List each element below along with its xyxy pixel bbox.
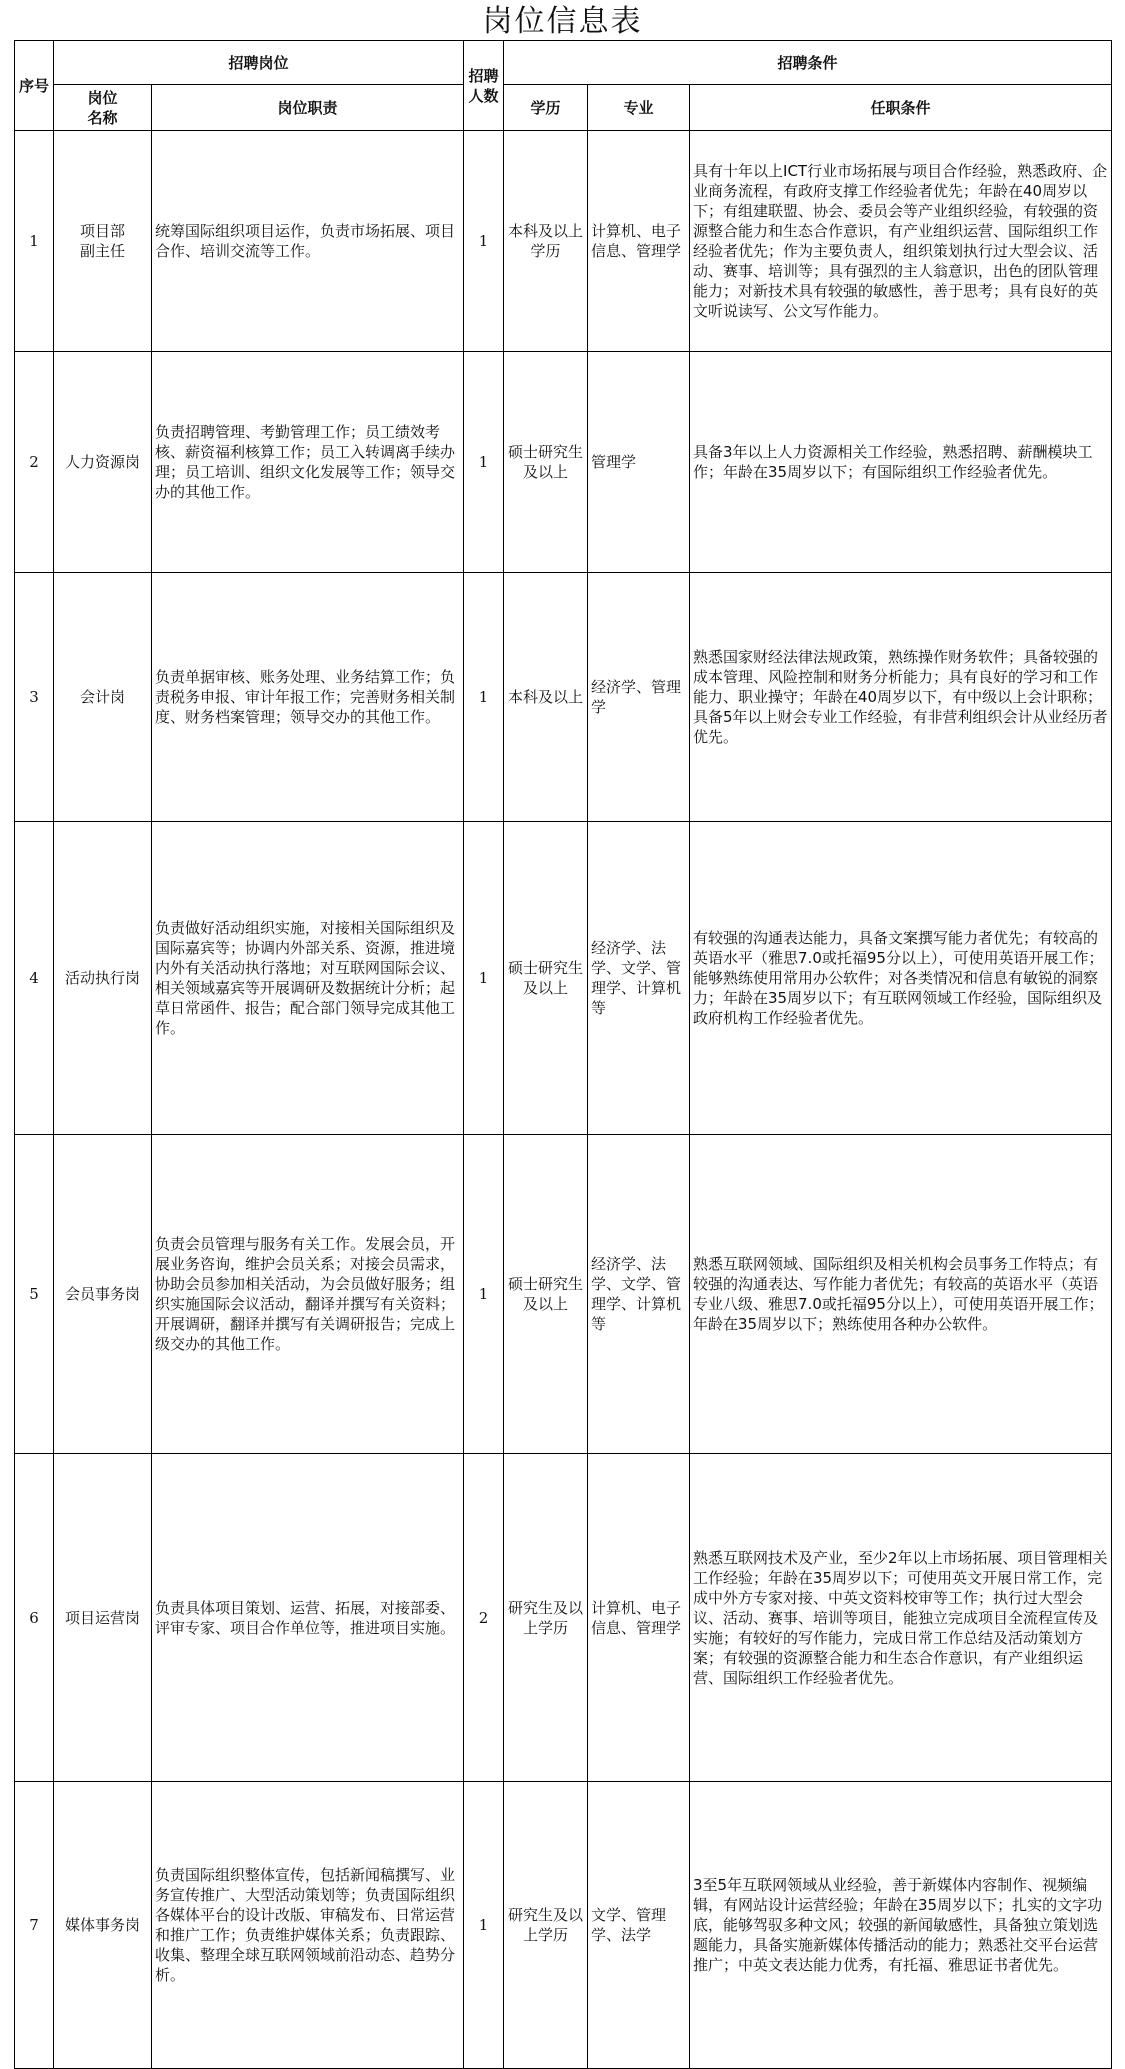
header-position-group: 招聘岗位 (54, 41, 464, 85)
table-row (15, 131, 1112, 352)
row-count: 2 (464, 1454, 504, 1782)
header-seq: 序号 (15, 41, 54, 131)
row-position-name: 媒体事务岗 (54, 1782, 152, 2069)
row-position-name: 活动执行岗 (54, 822, 152, 1135)
row-duty: 负责国际组织整体宣传，包括新闻稿撰写、业务宣传推广、大型活动策划等；负责国际组织各媒体平台的设计改版、审稿发布、日常运营和推广工作；负责维护媒体关系；负责跟踪、收集、整理全球互联网领域前沿动态、趋势分析。 (152, 1782, 464, 2069)
row-seq: 2 (15, 352, 54, 573)
row-count: 1 (464, 131, 504, 352)
row-requirements: 3至5年互联网领域从业经验，善于新媒体内容制作、视频编辑，有网站设计运营经验；年龄在35周岁以下；扎实的文字功底，能够驾驭多种文风；较强的新闻敏感性，具备独立策划选题能力，具备实施新媒体传播活动的能力；熟悉社交平台运营推广；中英文表达能力优秀，有托福、雅思证书者优先。 (690, 1782, 1112, 2069)
page-title: 岗位信息表 (482, 4, 643, 39)
row-major: 经济学、管理学 (588, 573, 690, 822)
table-row (15, 822, 1112, 1135)
row-count: 1 (464, 1135, 504, 1454)
job-info-table (14, 40, 1112, 2069)
row-education: 硕士研究生及以上 (504, 352, 588, 573)
row-seq: 3 (15, 573, 54, 822)
row-duty: 负责具体项目策划、运营、拓展，对接部委、评审专家、项目合作单位等，推进项目实施。 (152, 1454, 464, 1782)
row-count: 1 (464, 352, 504, 573)
row-position-name: 人力资源岗 (54, 352, 152, 573)
table-row (15, 1782, 1112, 2069)
row-requirements: 熟悉国家财经法律法规政策，熟练操作财务软件；具备较强的成本管理、风险控制和财务分析能力；具有良好的学习和工作能力、职业操守；年龄在40周岁以下，有中级以上会计职称；具备5年以上财会专业工作经验，有非营利组织会计从业经历者优先。 (690, 573, 1112, 822)
header-duty: 岗位职责 (152, 85, 464, 131)
row-seq: 5 (15, 1135, 54, 1454)
row-major: 文学、管理学、法学 (588, 1782, 690, 2069)
header-conditions-group: 招聘条件 (504, 41, 1112, 85)
row-position-name: 会员事务岗 (54, 1135, 152, 1454)
row-requirements: 有较强的沟通表达能力，具备文案撰写能力者优先；有较高的英语水平（雅思7.0或托福95分以上），可使用英语开展工作；能够熟练使用常用办公软件；对各类情况和信息有敏锐的洞察力；年龄在35周岁以下；有互联网领域工作经验，国际组织及政府机构工作经验者优先。 (690, 822, 1112, 1135)
header-requirements: 任职条件 (690, 85, 1112, 131)
header-row-bottom (15, 85, 1112, 131)
header-row-top (15, 41, 1112, 85)
row-count: 1 (464, 573, 504, 822)
row-education: 本科及以上学历 (504, 131, 588, 352)
row-major: 计算机、电子信息、管理学 (588, 131, 690, 352)
row-education: 研究生及以上学历 (504, 1454, 588, 1782)
row-count: 1 (464, 1782, 504, 2069)
row-count: 1 (464, 822, 504, 1135)
row-duty: 统筹国际组织项目运作，负责市场拓展、项目合作、培训交流等工作。 (152, 131, 464, 352)
row-education: 硕士研究生及以上 (504, 822, 588, 1135)
row-seq: 7 (15, 1782, 54, 2069)
row-major: 管理学 (588, 352, 690, 573)
header-major: 专业 (588, 85, 690, 131)
row-education: 硕士研究生及以上 (504, 1135, 588, 1454)
row-position-name: 会计岗 (54, 573, 152, 822)
table-row (15, 1454, 1112, 1782)
row-requirements: 熟悉互联网技术及产业，至少2年以上市场拓展、项目管理相关工作经验；年龄在35周岁以下；可使用英文开展日常工作，完成中外方专家对接、中英文资料校审等工作；执行过大型会议、活动、赛事、培训等项目，能独立完成项目全流程宣传及实施；有较好的写作能力，完成日常工作总结及活动策划方案；有较强的资源整合能力和生态合作意识，有产业组织运营、国际组织工作经验者优先。 (690, 1454, 1112, 1782)
row-position-name: 项目运营岗 (54, 1454, 152, 1782)
row-position-name: 项目部 副主任 (54, 131, 152, 352)
row-seq: 4 (15, 822, 54, 1135)
row-requirements: 具有十年以上ICT行业市场拓展与项目合作经验，熟悉政府、企业商务流程，有政府支撑工作经验者优先；年龄在40周岁以下；有组建联盟、协会、委员会等产业组织经验，有较强的资源整合能力和生态合作意识，有产业组织运营、国际组织工作经验者优先；作为主要负责人，组织策划执行过大型会议、活动、赛事、培训等；具有强烈的主人翁意识，出色的团队管理能力；对新技术具有较强的敏感性，善于思考；具有良好的英文听说读写、公文写作能力。 (690, 131, 1112, 352)
row-education: 研究生及以上学历 (504, 1782, 588, 2069)
header-position-name: 岗位 名称 (54, 85, 152, 131)
header-education: 学历 (504, 85, 588, 131)
row-duty: 负责做好活动组织实施，对接相关国际组织及国际嘉宾等；协调内外部关系、资源，推进境内外有关活动执行落地；对互联网国际会议、相关领域嘉宾等开展调研及数据统计分析；起草日常函件、报告；配合部门领导完成其他工作。 (152, 822, 464, 1135)
row-major: 经济学、法学、文学、管理学、计算机等 (588, 822, 690, 1135)
row-seq: 6 (15, 1454, 54, 1782)
row-duty: 负责招聘管理、考勤管理工作；员工绩效考核、薪资福利核算工作；员工入转调离手续办理；员工培训、组织文化发展等工作；领导交办的其他工作。 (152, 352, 464, 573)
row-major: 经济学、法学、文学、管理学、计算机等 (588, 1135, 690, 1454)
row-requirements: 熟悉互联网领域、国际组织及相关机构会员事务工作特点；有较强的沟通表达、写作能力者优先；有较高的英语水平（英语专业八级、雅思7.0或托福95分以上），可使用英语开展工作；年龄在35周岁以下；熟练使用各种办公软件。 (690, 1135, 1112, 1454)
table-row (15, 573, 1112, 822)
row-seq: 1 (15, 131, 54, 352)
header-count: 招聘 人数 (464, 41, 504, 131)
row-duty: 负责单据审核、账务处理、业务结算工作；负责税务申报、审计年报工作；完善财务相关制度、财务档案管理；领导交办的其他工作。 (152, 573, 464, 822)
row-duty: 负责会员管理与服务有关工作。发展会员，开展业务咨询，维护会员关系；对接会员需求，协助会员参加相关活动，为会员做好服务；组织实施国际会议活动，翻译并撰写有关资料；开展调研，翻译并撰写有关调研报告；完成上级交办的其他工作。 (152, 1135, 464, 1454)
table-row (15, 352, 1112, 573)
row-major: 计算机、电子信息、管理学 (588, 1454, 690, 1782)
row-education: 本科及以上 (504, 573, 588, 822)
table-row (15, 1135, 1112, 1454)
row-requirements: 具备3年以上人力资源相关工作经验，熟悉招聘、薪酬模块工作；年龄在35周岁以下；有国际组织工作经验者优先。 (690, 352, 1112, 573)
